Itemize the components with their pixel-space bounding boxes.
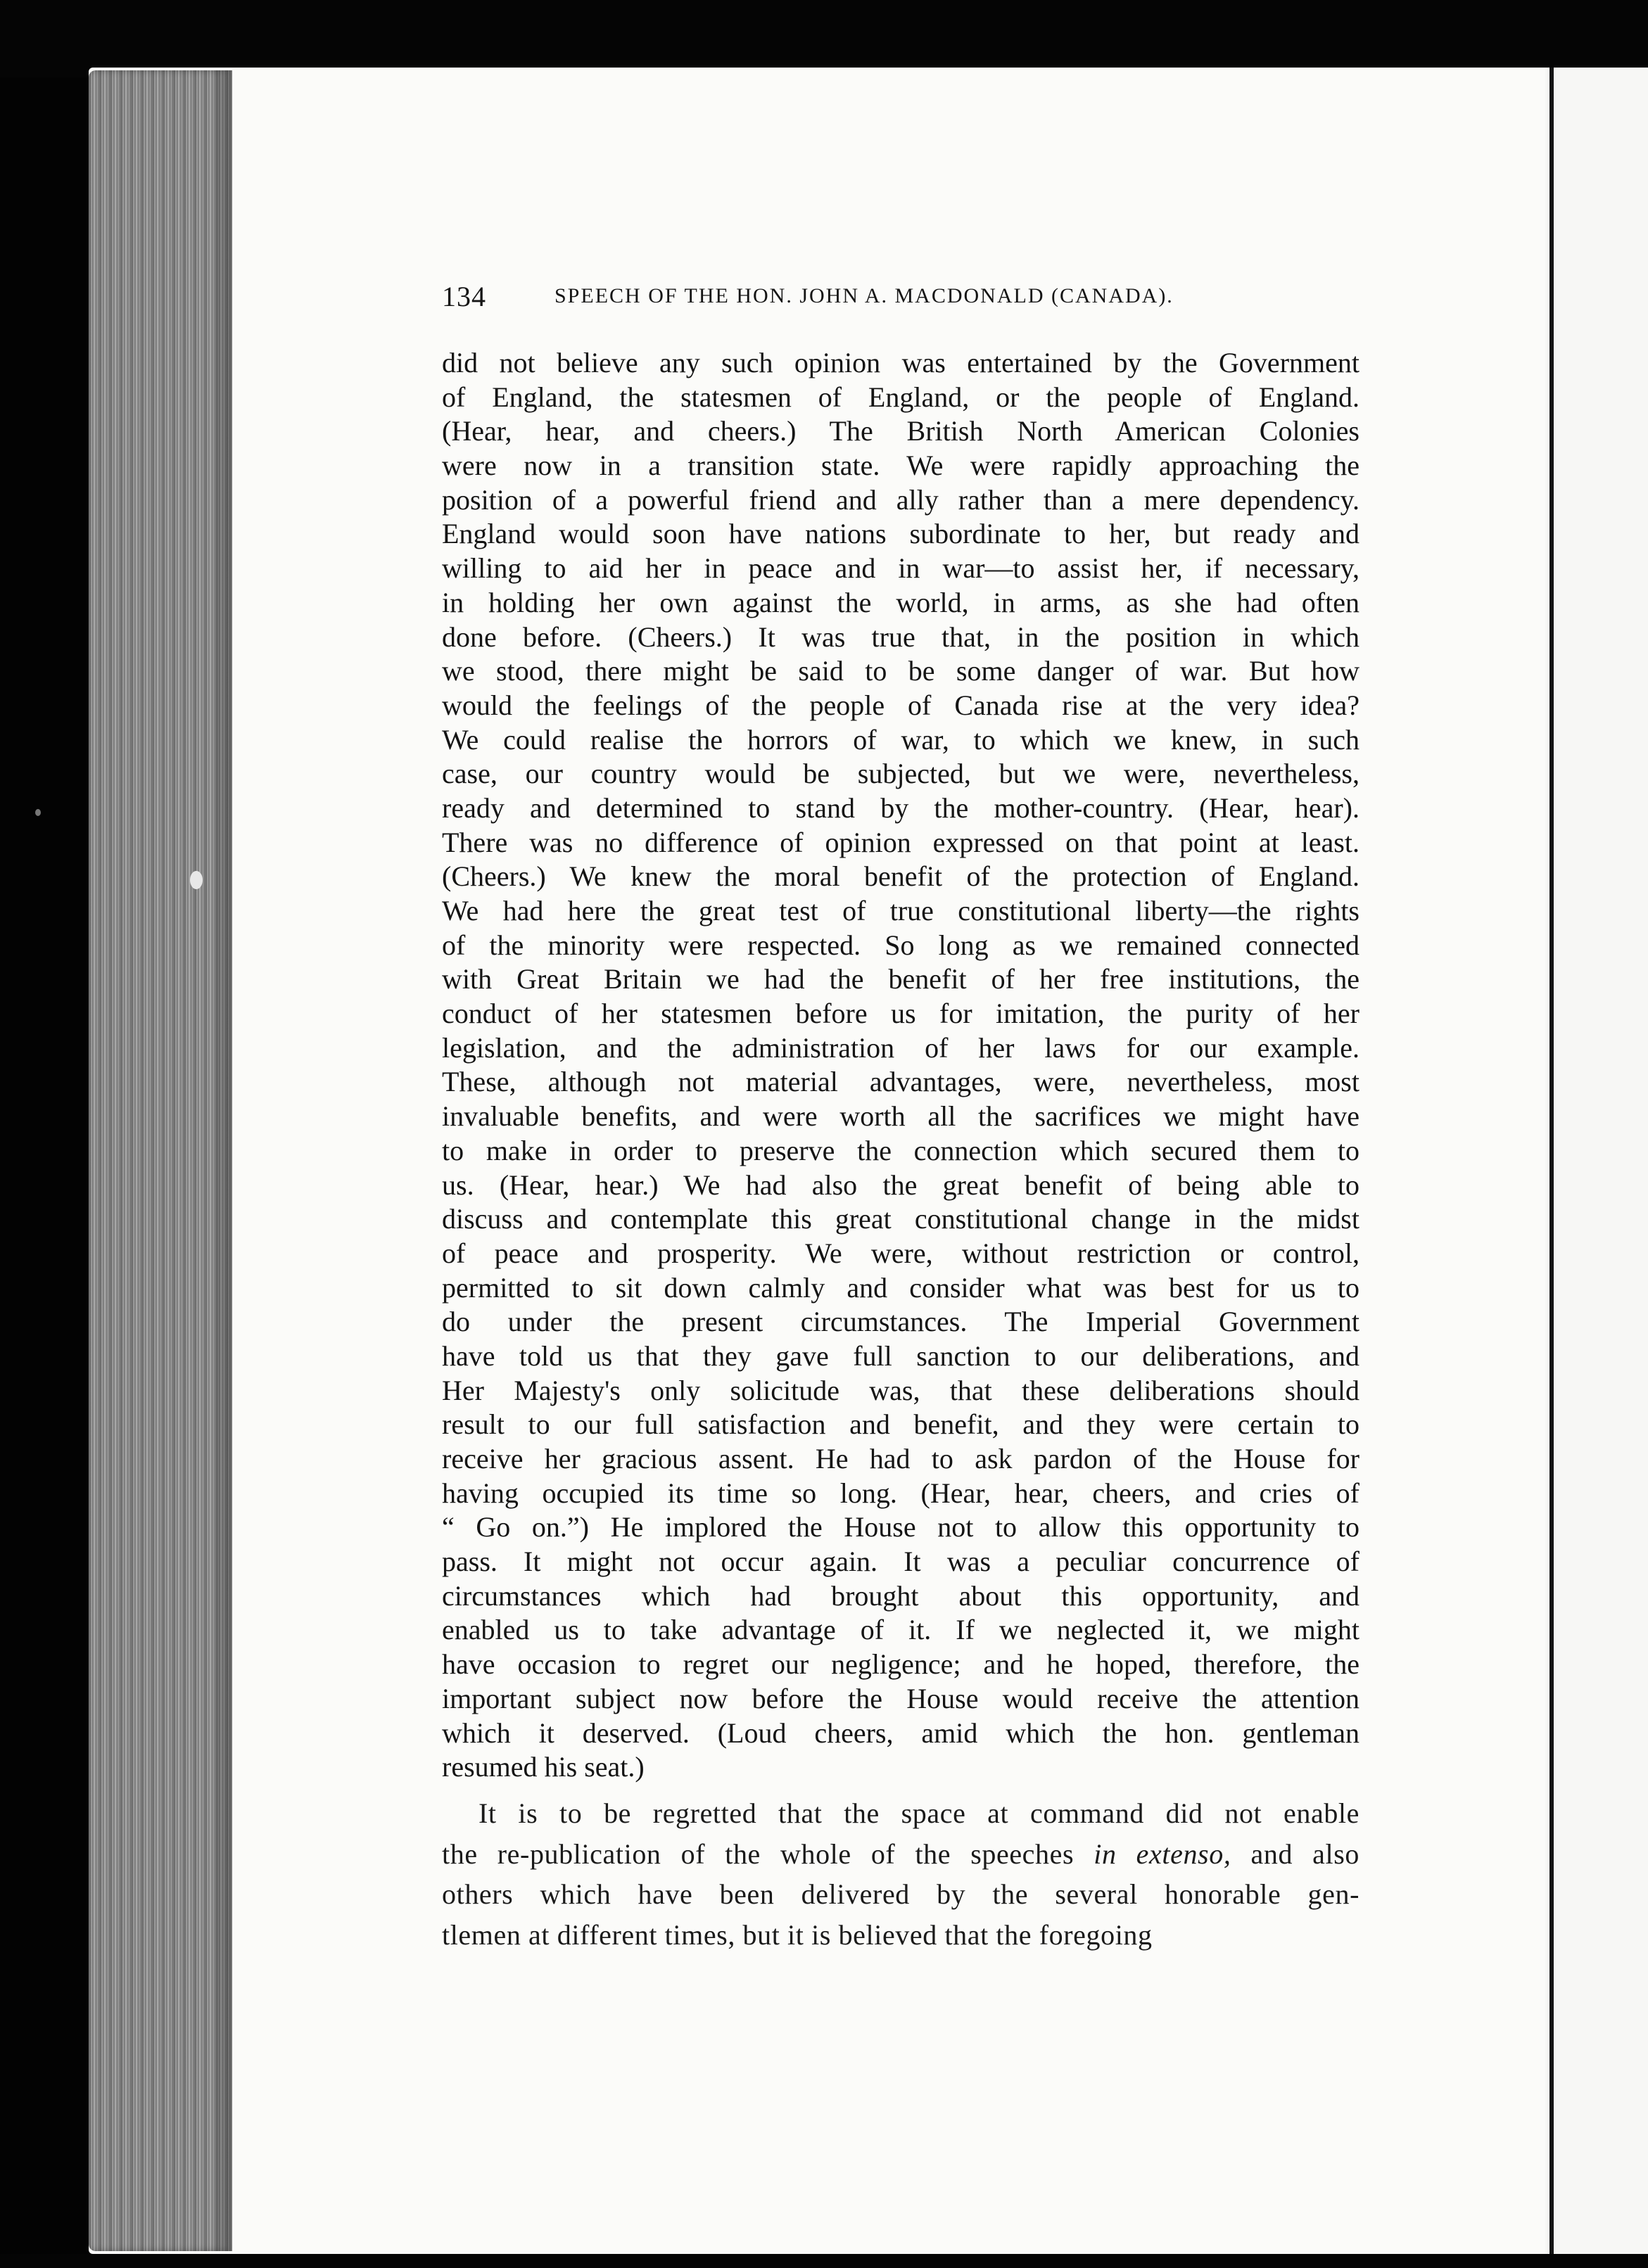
text-line: to make in order to preserve the connection which secured them to [442, 1134, 1359, 1166]
scan-speck [190, 871, 203, 889]
text-line: pass. It might not occur again. It was a peculiar concurrence of [442, 1546, 1359, 1578]
text-line: It is to be regretted that the space at command did not enable [478, 1797, 1359, 1829]
scan-left-margin [0, 70, 89, 2268]
text-segment: and also [1231, 1837, 1359, 1870]
text-line: we stood, there might be said to be some danger of war. But how [442, 655, 1359, 687]
text-line: receive her gracious assent. He had to ask pardon of the House for [442, 1443, 1359, 1474]
text-line: were now in a transition state. We were rapidly approaching the [442, 450, 1359, 482]
text-line: legislation, and the administration of her laws for our example. [442, 1031, 1359, 1064]
text-line: of peace and prosperity. We were, without restriction or control, [442, 1237, 1359, 1269]
text-line: invaluable benefits, and were worth all the sacrifices we might have [442, 1100, 1359, 1133]
text-line: have occasion to regret our negligence; and he hoped, therefore, the [442, 1648, 1359, 1681]
text-line: position of a powerful friend and ally rather than a mere dependency. [442, 483, 1359, 516]
text-line: We had here the great test of true constitutional liberty—the rights [442, 895, 1359, 926]
text-line: have told us that they gave full sanction to our deliberations, and [442, 1339, 1359, 1372]
page-number: 134 [442, 281, 486, 312]
text-line: done before. (Cheers.) It was true that, in the position in which [442, 620, 1359, 653]
text-line: of England, the statesmen of England, or the people of England. [442, 381, 1359, 413]
text-line: case, our country would be subjected, but we were, nevertheless, [442, 758, 1359, 790]
text-line: conduct of her statesmen before us for imitation, the purity of her [442, 998, 1359, 1030]
text-line: important subject now before the House would receive the attention [442, 1682, 1359, 1714]
text-segment: the re-publication of the whole of the speeches [442, 1837, 1094, 1870]
text-line: There was no difference of opinion expressed on that point at least. [442, 826, 1359, 858]
text-line: others which have been delivered by the several honorable gen- [442, 1878, 1359, 1910]
text-line: (Hear, hear, and cheers.) The British North American Colonies [442, 415, 1359, 447]
text-line: would the feelings of the people of Canada rise at the very idea? [442, 689, 1359, 721]
text-line: us. (Hear, hear.) We had also the great benefit of being able to [442, 1168, 1359, 1201]
italic-phrase: in extenso, [1094, 1837, 1231, 1870]
closing-paragraph [442, 1793, 1359, 1955]
text-line: These, although not material advantages, were, nevertheless, most [442, 1066, 1359, 1098]
text-line: England would soon have nations subordinate to her, but ready and [442, 518, 1359, 550]
text-line: permitted to sit down calmly and consider what was best for us to [442, 1271, 1359, 1304]
text-line: with Great Britain we had the benefit of her free institutions, the [442, 963, 1359, 995]
facing-page-edge [1545, 68, 1648, 2268]
text-line: discuss and contemplate this great constitutional change in the midst [442, 1203, 1359, 1235]
text-line: of the minority were respected. So long as we remained connected [442, 929, 1359, 961]
text-line: “ Go on.”) He implored the House not to allow this opportunity to [442, 1511, 1359, 1543]
text-line: having occupied its time so long. (Hear, hear, cheers, and cries of [442, 1477, 1359, 1509]
page-gutter [1549, 68, 1554, 2268]
scan-top-margin [0, 0, 1648, 77]
speech-text [442, 346, 1359, 1785]
text-line: circumstances which had brought about this opportunity, and [442, 1579, 1359, 1612]
text-line: enabled us to take advantage of it. If we neglected it, we might [442, 1614, 1359, 1646]
running-head: SPEECH OF THE HON. JOHN A. MACDONALD (CANADA). [554, 284, 1174, 307]
text-line: result to our full satisfaction and benefit, and they were certain to [442, 1408, 1359, 1441]
text-line: tlemen at different times, but it is believed that the foregoing [442, 1918, 1153, 1951]
page-edges-stack [89, 70, 232, 2251]
text-line: in holding her own against the world, in arms, as she had often [442, 586, 1359, 618]
text-line: ready and determined to stand by the mother-country. (Hear, hear). [442, 791, 1359, 824]
text-line: resumed his seat.) [442, 1751, 645, 1783]
text-line: willing to aid her in peace and in war—to assist her, if necessary, [442, 552, 1359, 585]
text-line: did not believe any such opinion was entertained by the Government [442, 347, 1359, 378]
text-line: do under the present circumstances. The Imperial Government [442, 1306, 1359, 1338]
text-line: (Cheers.) We knew the moral benefit of the protection of England. [442, 860, 1359, 893]
page-header [442, 280, 1300, 322]
text-line [442, 1834, 1359, 1875]
text-line: which it deserved. (Loud cheers, amid which the hon. gentleman [442, 1716, 1359, 1749]
text-line: Her Majesty's only solicitude was, that these deliberations should [442, 1374, 1359, 1406]
speech-paragraph [442, 346, 1359, 1785]
scan-bottom-margin [0, 2254, 1648, 2268]
text-line: We could realise the horrors of war, to which we knew, in such [442, 723, 1359, 756]
scan-speck [35, 809, 41, 816]
